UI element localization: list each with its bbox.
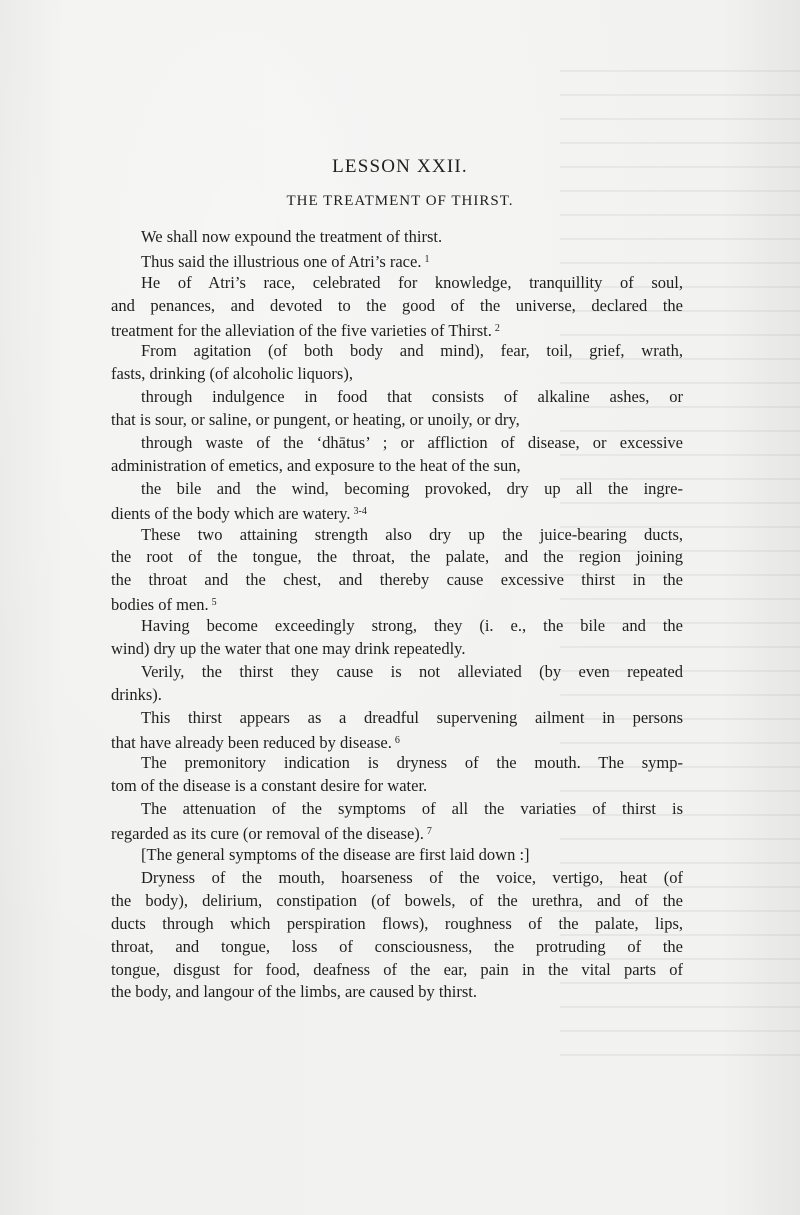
text-line [111,546,683,569]
text-line [111,455,683,478]
text-line [111,592,683,615]
text-line-content: These two attaining strength also dry up the juice-bearing ducts, [141,524,683,544]
footnote-marker: 7 [426,826,432,838]
text-line-content: Thus said the illustrious one of Atri’s race. [141,251,422,271]
text-line-content: through indulgence in food that consists of alkaline ashes, or [141,387,683,407]
text-line [111,295,683,318]
text-line [111,569,683,592]
lesson-title: LESSON XXII. [332,156,468,177]
text-line [111,226,683,249]
text-line-content: Dryness of the mouth, hoarseness of the voice, vertigo, heat (of [141,867,683,887]
text-line-content: dients of the body which are watery. [111,503,351,523]
text-line-content: [The general symptoms of the disease are first laid down :] [141,845,530,865]
text-line-content: administration of emetics, and exposure to the heat of the sun, [111,455,521,475]
lesson-subtitle: THE TREATMENT OF THIRST. [286,193,514,209]
text-line [111,409,683,432]
text-line-content: ducts through which perspiration flows), roughness of the palate, lips, [111,913,683,933]
text-line [111,959,683,982]
text-line [111,707,683,730]
text-line-content: that is sour, or saline, or pungent, or heating, or unoily, or dry, [111,410,520,430]
text-line [111,501,683,524]
text-line [111,615,683,638]
text-line-content: The attenuation of the symptoms of all the variaties of thirst is [141,799,683,819]
text-line-content: bodies of men. [111,595,209,615]
text-line [111,913,683,936]
text-line-content: Having become exceedingly strong, they (i. e., the bile and the [141,616,683,636]
text-line-content: From agitation (of both body and mind), fear, toil, grief, wrath, [141,341,683,361]
text-line [111,638,683,661]
text-line [111,684,683,707]
text-line [111,272,683,295]
text-line [111,821,683,844]
text-line [111,340,683,363]
text-line-content: the root of the tongue, the throat, the palate, and the region joining [111,547,683,567]
footnote-marker: 1 [424,253,430,265]
footnote-marker: 6 [394,734,400,746]
text-line-content: He of Atri’s race, celebrated for knowledge, tranquillity of soul, [141,272,683,292]
text-line-content: throat, and tongue, loss of consciousness, the protruding of the [111,936,683,956]
text-line [111,730,683,753]
text-line-content: the body), delirium, constipation (of bowels, of the urethra, and of the [111,890,683,910]
text-line-content: tongue, disgust for food, deafness of the ear, pain in the vital parts of [111,959,683,979]
text-line-content: regarded as its cure (or removal of the disease). [111,824,424,844]
text-line-content: tom of the disease is a constant desire for water. [111,776,428,796]
text-line-content: through waste of the ‘dhātus’ ; or affliction of disease, or excessive [141,433,683,453]
text-line [111,478,683,501]
text-line-content: The premonitory indication is dryness of the mouth. The symp- [141,753,683,773]
text-line-content: fasts, drinking (of alcoholic liquors), [111,364,353,384]
footnote-marker: 2 [494,322,500,334]
text-line [111,981,683,1004]
text-line [111,318,683,341]
text-line [111,752,683,775]
text-line [111,798,683,821]
footnote-marker: 3-4 [353,505,367,517]
text-line-content: the throat and the chest, and thereby cause excessive thirst in the [111,570,683,590]
text-line-content: drinks). [111,684,162,704]
text-line [111,363,683,386]
text-line-content: and penances, and devoted to the good of the universe, declared the [111,295,683,315]
text-line [111,661,683,684]
text-line-content: the bile and the wind, becoming provoked, dry up all the ingre- [141,478,683,498]
text-line-content: wind) dry up the water that one may drink repeatedly. [111,639,466,659]
footnote-marker: 5 [211,597,217,609]
text-line [111,524,683,547]
text-line-content: This thirst appears as a dreadful supervening ailment in persons [141,707,683,727]
text-line-content: We shall now expound the treatment of thirst. [141,227,443,246]
text-line [111,867,683,890]
text-line-content: that have already been reduced by disease. [111,732,392,752]
text-line-content: Verily, the thirst they cause is not alleviated (by even repeated [141,661,683,681]
text-line [111,890,683,913]
text-line-content: treatment for the alleviation of the five varieties of Thirst. [111,320,492,340]
text-line [111,249,683,272]
text-line [111,775,683,798]
text-line [111,386,683,409]
text-line-content: the body, and langour of the limbs, are caused by thirst. [111,982,477,1002]
text-line [111,844,683,867]
text-line [111,432,683,455]
lesson-body [111,226,683,1004]
text-line [111,936,683,959]
